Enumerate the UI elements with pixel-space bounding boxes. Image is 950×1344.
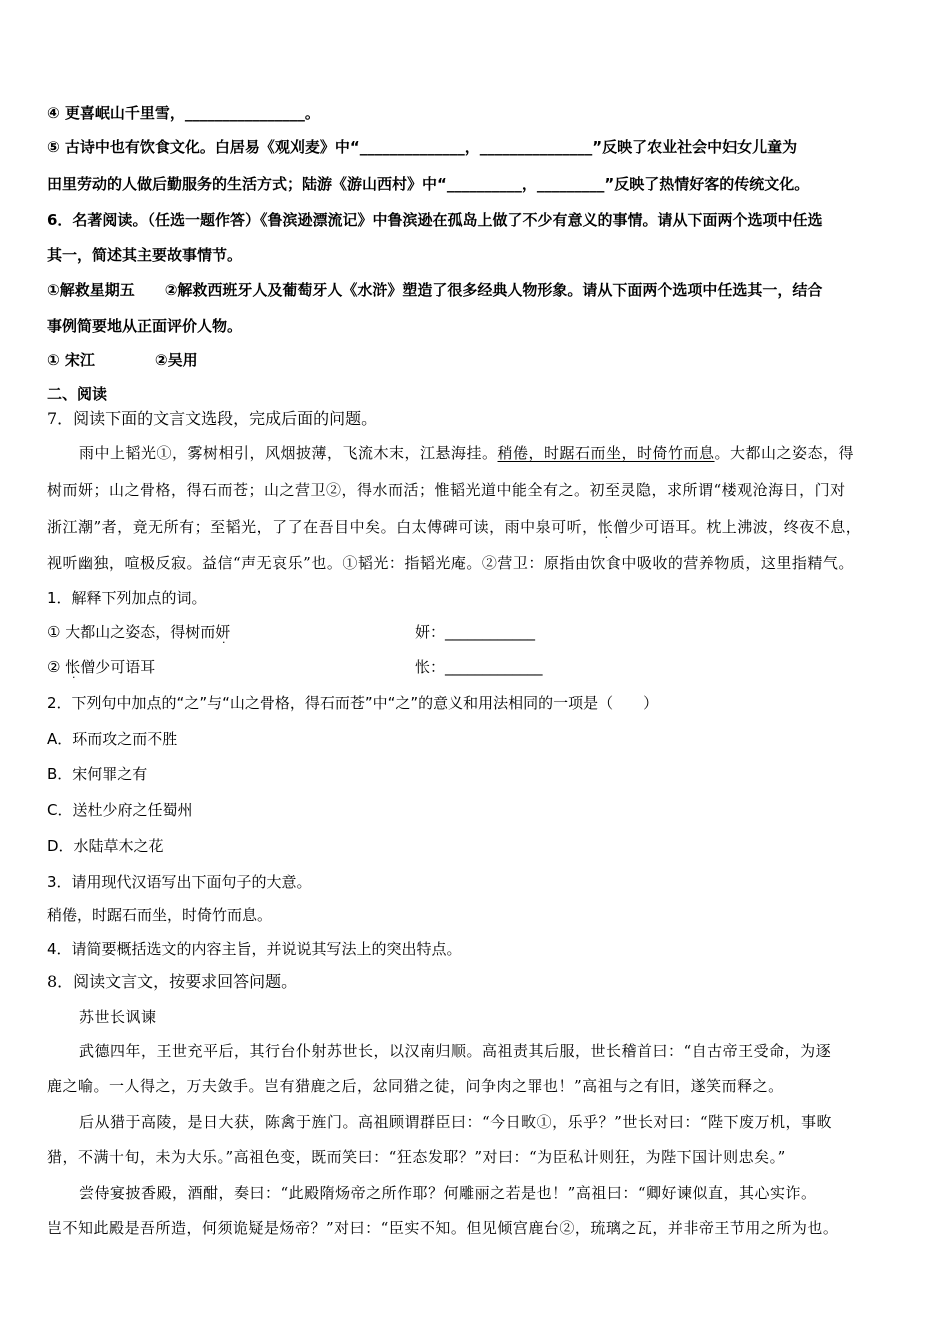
question-7-1: 1．解释下列加点的词。 — [47, 589, 207, 607]
question-7-4: 4．请简要概括选文的内容主旨，并说说其写法上的突出特点。 — [47, 940, 462, 958]
passage1-line4: 视听幽独，喧极反寂。益信“声无哀乐”也。①韬光：指韬光庵。②营卫：原指由饮食中吸收的营养物质，这里指精气。 — [47, 554, 854, 572]
choice-b[interactable]: B．宋何罪之有 — [47, 765, 148, 783]
sentence: 僧少可语耳 — [80, 658, 156, 676]
question-6-line4: 事例简要地从正面评价人物。 — [47, 317, 243, 335]
passage1-line3 — [47, 517, 861, 537]
passage1-text: 。大都山之姿态，得 — [714, 444, 855, 462]
poem-item-5-line1: ⑤ 古诗中也有饮食文化。白居易《观刈麦》中“______________，_______________”反映了农业社会中妇女儿童为 — [47, 138, 798, 156]
answer-blank[interactable]: 妍：____________ — [415, 623, 536, 641]
question-6-options: ①解救星期五 ②解救西班牙人及葡萄牙人《水浒》塑造了很多经典人物形象。请从下面两个选项中任选其一，结合 — [47, 281, 823, 299]
question-7-3-sentence: 稍倦，时踞石而坐，时倚竹而息。 — [47, 906, 273, 924]
question-7-title: 7．阅读下面的文言文选段，完成后面的问题。 — [47, 409, 378, 428]
passage2-p1-line1: 武德四年，王世充平后，其行台仆射苏世长，以汉南归顺。高祖责其后服，世长稽首曰：“自古帝王受命，为逐 — [79, 1042, 832, 1060]
question-8-title: 8．阅读文言文，按要求回答问题。 — [47, 972, 298, 991]
passage1-text: 雨中上韬光①，雾树相引，风烟披薄，飞流木末，江悬海挂。 — [79, 444, 498, 462]
passage2-p2-line2: 猎，不满十旬，未为大乐。”高祖色变，既而笑曰：“狂态发耶？”对曰：“为臣私计则狂，为陛下国计则忠矣。” — [47, 1148, 786, 1166]
question-6-line2: 其一，简述其主要故事情节。 — [47, 246, 243, 264]
underlined-sentence: 稍倦，时踞石而坐，时倚竹而息 — [497, 444, 715, 462]
passage1-text: 浙江潮”者，竟无所有；至韬光，了了在吾目中矣。白太傅碑可读，雨中泉可听， — [47, 518, 598, 536]
poem-item-5-line2: 田里劳动的人做后勤服务的生活方式；陆游《游山西村》中“__________，_________”反映了热情好客的传统文化。 — [47, 175, 810, 193]
answer-blank[interactable]: 怅：_____________ — [415, 658, 543, 676]
passage1-line2: 树而妍；山之骨格，得石而苍；山之营卫②，得水而活；惟韬光道中能全有之。初至灵隐，求所谓“楼观沧海日，门对 — [47, 481, 846, 499]
passage2-p3-line2: 岂不知此殿是吾所造，何须诡疑是炀帝？”对曰：“臣实不知。但见倾宫鹿台②，琉璃之瓦，并非帝王节用之所为也。 — [47, 1219, 839, 1237]
dotted-word: 怅 — [65, 658, 81, 676]
passage2-p3-line1: 尝侍宴披香殿，酒酣，奏曰：“此殿隋炀帝之所作耶？何雕丽之若是也！”高祖曰：“卿好谏似直，其心实诈。 — [79, 1184, 817, 1202]
passage1-text: 僧少可语耳。枕上沸波，终夜不息， — [613, 518, 862, 536]
poem-item-4: ④ 更喜岷山千里雪，________________。 — [47, 104, 320, 122]
choice-c[interactable]: C．送杜少府之任蜀州 — [47, 801, 193, 819]
question-6-options2: ① 宋江 ②吴用 — [47, 351, 198, 369]
question-7-1b — [47, 657, 543, 677]
dotted-word: 怅 — [597, 518, 614, 536]
choice-d[interactable]: D．水陆草木之花 — [47, 837, 164, 855]
passage2-p2-line1: 后从猎于高陵，是日大获，陈禽于旌门。高祖顾谓群臣曰：“今日畋①，乐乎？”世长对曰：“陛下废万机，事畋 — [79, 1113, 833, 1131]
dotted-word: 妍 — [215, 623, 231, 641]
choice-a[interactable]: A．环而攻之而不胜 — [47, 730, 178, 748]
question-7-1a — [47, 622, 536, 642]
passage2-p1-line2: 鹿之喻。一人得之，万夫敛手。岂有猎鹿之后，忿同猎之徒，问争肉之罪也！”高祖与之有旧，遂笑而释之。 — [47, 1077, 784, 1095]
sentence: ② — [47, 658, 66, 676]
sentence: ① 大都山之姿态，得树而 — [47, 623, 216, 641]
passage1-line1 — [79, 443, 854, 463]
question-7-3: 3．请用现代汉语写出下面句子的大意。 — [47, 873, 312, 891]
passage2-title: 苏世长讽谏 — [79, 1008, 157, 1026]
question-7-2: 2．下列句中加点的“之”与“山之骨格，得石而苍”中“之”的意义和用法相同的一项是（ ） — [47, 694, 659, 712]
question-6-line1: 6．名著阅读。（任选一题作答）《鲁滨逊漂流记》中鲁滨逊在孤岛上做了不少有意义的事情。请从下面两个选项中任选 — [47, 211, 823, 229]
section-heading-reading: 二、阅读 — [47, 385, 108, 403]
